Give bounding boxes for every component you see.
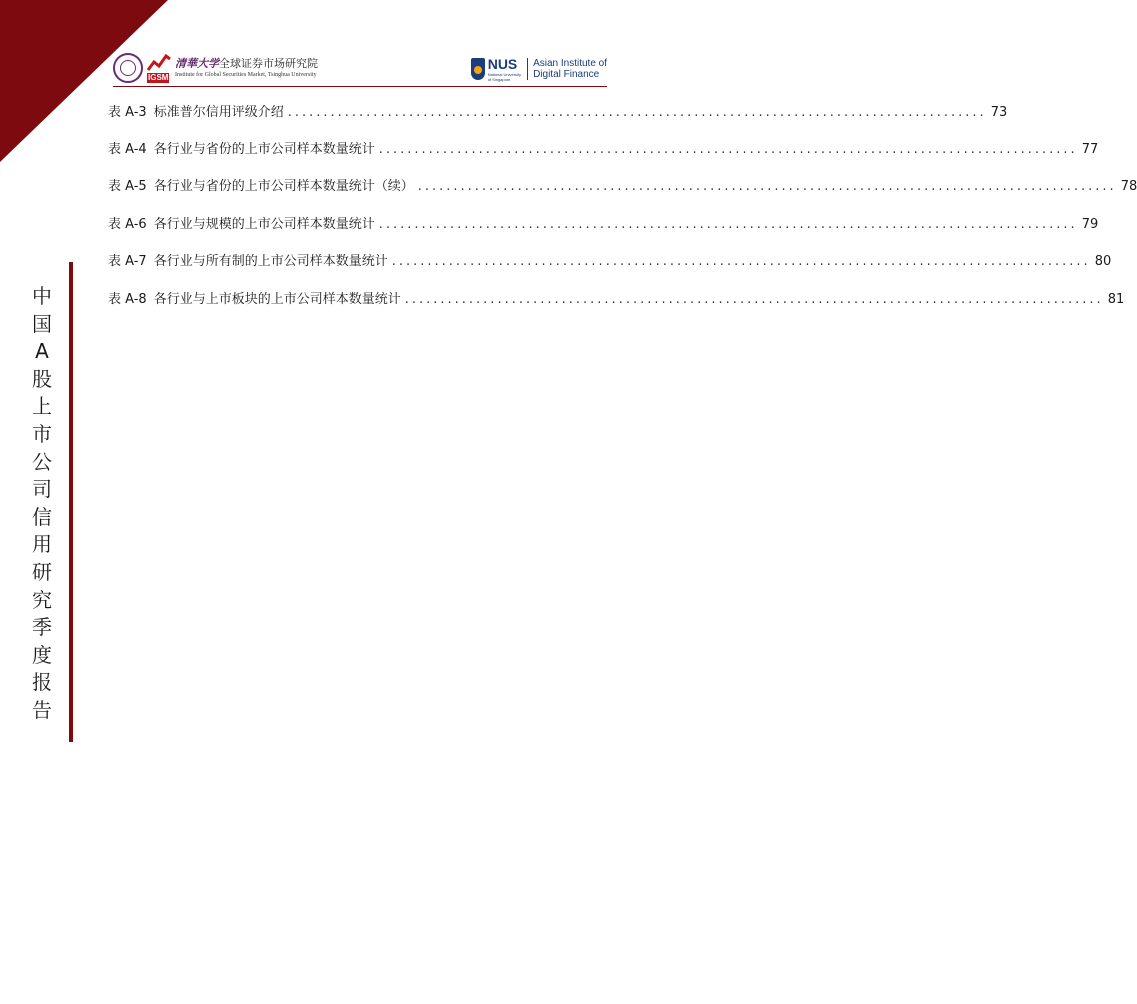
nus-aidf-logo	[471, 54, 607, 84]
toc-entry[interactable]	[108, 94, 1008, 131]
toc-number: 表 A-7	[108, 254, 147, 270]
toc-leader: ..................................................................................................	[378, 142, 1078, 158]
side-title-char: 公	[32, 449, 52, 474]
toc-number: 表 A-5	[108, 179, 147, 195]
side-title-char: 股	[32, 366, 52, 391]
page-header	[113, 52, 607, 86]
side-report-title	[30, 283, 54, 725]
toc-title: 各行业与省份的上市公司样本数量统计（续）	[153, 179, 414, 195]
institute-en-name: Institute for Global Securities Market, Tsinghua University	[175, 71, 317, 78]
side-title-char: 中	[32, 284, 52, 308]
nus-crest-icon	[471, 58, 485, 80]
nus-sub-line-2: of Singapore	[487, 76, 511, 82]
tsinghua-seal-icon	[113, 53, 143, 83]
institute-cn-name: 全球证券市场研究院	[219, 56, 318, 70]
side-title-char: 度	[32, 642, 52, 667]
side-title-char: 报	[32, 670, 52, 695]
side-title-char: 告	[32, 697, 52, 722]
side-title-char: 研	[32, 559, 52, 584]
aidf-line-1: Asian Institute of	[533, 58, 607, 69]
side-title-char: A	[35, 339, 49, 364]
side-title-char: 究	[32, 587, 52, 612]
toc-page-number: 81	[1107, 291, 1125, 307]
tsinghua-igsm-logo	[113, 52, 318, 84]
toc-entry[interactable]	[108, 169, 1137, 206]
side-title-char: 信	[32, 504, 52, 529]
toc-title: 各行业与省份的上市公司样本数量统计	[153, 142, 375, 158]
toc-number: 表 A-6	[108, 216, 147, 232]
nus-sub-line-1: National University	[487, 71, 522, 77]
toc-number: 表 A-4	[108, 142, 147, 158]
side-title-char: 上	[32, 394, 52, 419]
toc-entry[interactable]	[108, 131, 1099, 168]
toc-title: 各行业与上市板块的上市公司样本数量统计	[153, 291, 401, 307]
toc-leader: ..................................................................................................	[404, 291, 1104, 307]
toc-page-number: 78	[1120, 179, 1137, 195]
side-title-char: 季	[32, 615, 52, 640]
toc-entry[interactable]	[108, 244, 1112, 281]
toc-page-number: 80	[1094, 254, 1112, 270]
toc-title: 各行业与规模的上市公司样本数量统计	[153, 216, 375, 232]
tsinghua-calligraphy: 清華大学	[175, 56, 219, 70]
side-accent-bar	[69, 262, 73, 742]
toc-number: 表 A-3	[108, 104, 147, 120]
nus-mark: NUS	[487, 55, 518, 72]
side-title-char: 用	[32, 532, 52, 557]
toc-leader: ..................................................................................................	[378, 216, 1078, 232]
side-title-char: 国	[32, 311, 52, 336]
igsm-mark: IGSM	[148, 73, 169, 82]
toc-title: 标准普尔信用评级介绍	[153, 104, 284, 120]
toc-page-number: 77	[1081, 142, 1099, 158]
toc-leader: ..................................................................................................	[417, 179, 1117, 195]
toc-entry[interactable]	[108, 281, 1125, 318]
aidf-line-2: Digital Finance	[533, 69, 600, 80]
toc-title: 各行业与所有制的上市公司样本数量统计	[153, 254, 388, 270]
toc-leader: ..................................................................................................	[391, 254, 1091, 270]
table-of-contents	[108, 94, 1137, 318]
toc-leader: ..................................................................................................	[287, 104, 987, 120]
side-title-char: 市	[32, 421, 52, 446]
header-divider	[113, 86, 607, 87]
toc-page-number: 79	[1081, 216, 1099, 232]
toc-number: 表 A-8	[108, 291, 147, 307]
toc-entry[interactable]	[108, 206, 1099, 243]
side-title-char: 司	[32, 477, 52, 502]
toc-page-number: 73	[990, 104, 1008, 120]
igsm-logo-icon	[147, 53, 171, 83]
